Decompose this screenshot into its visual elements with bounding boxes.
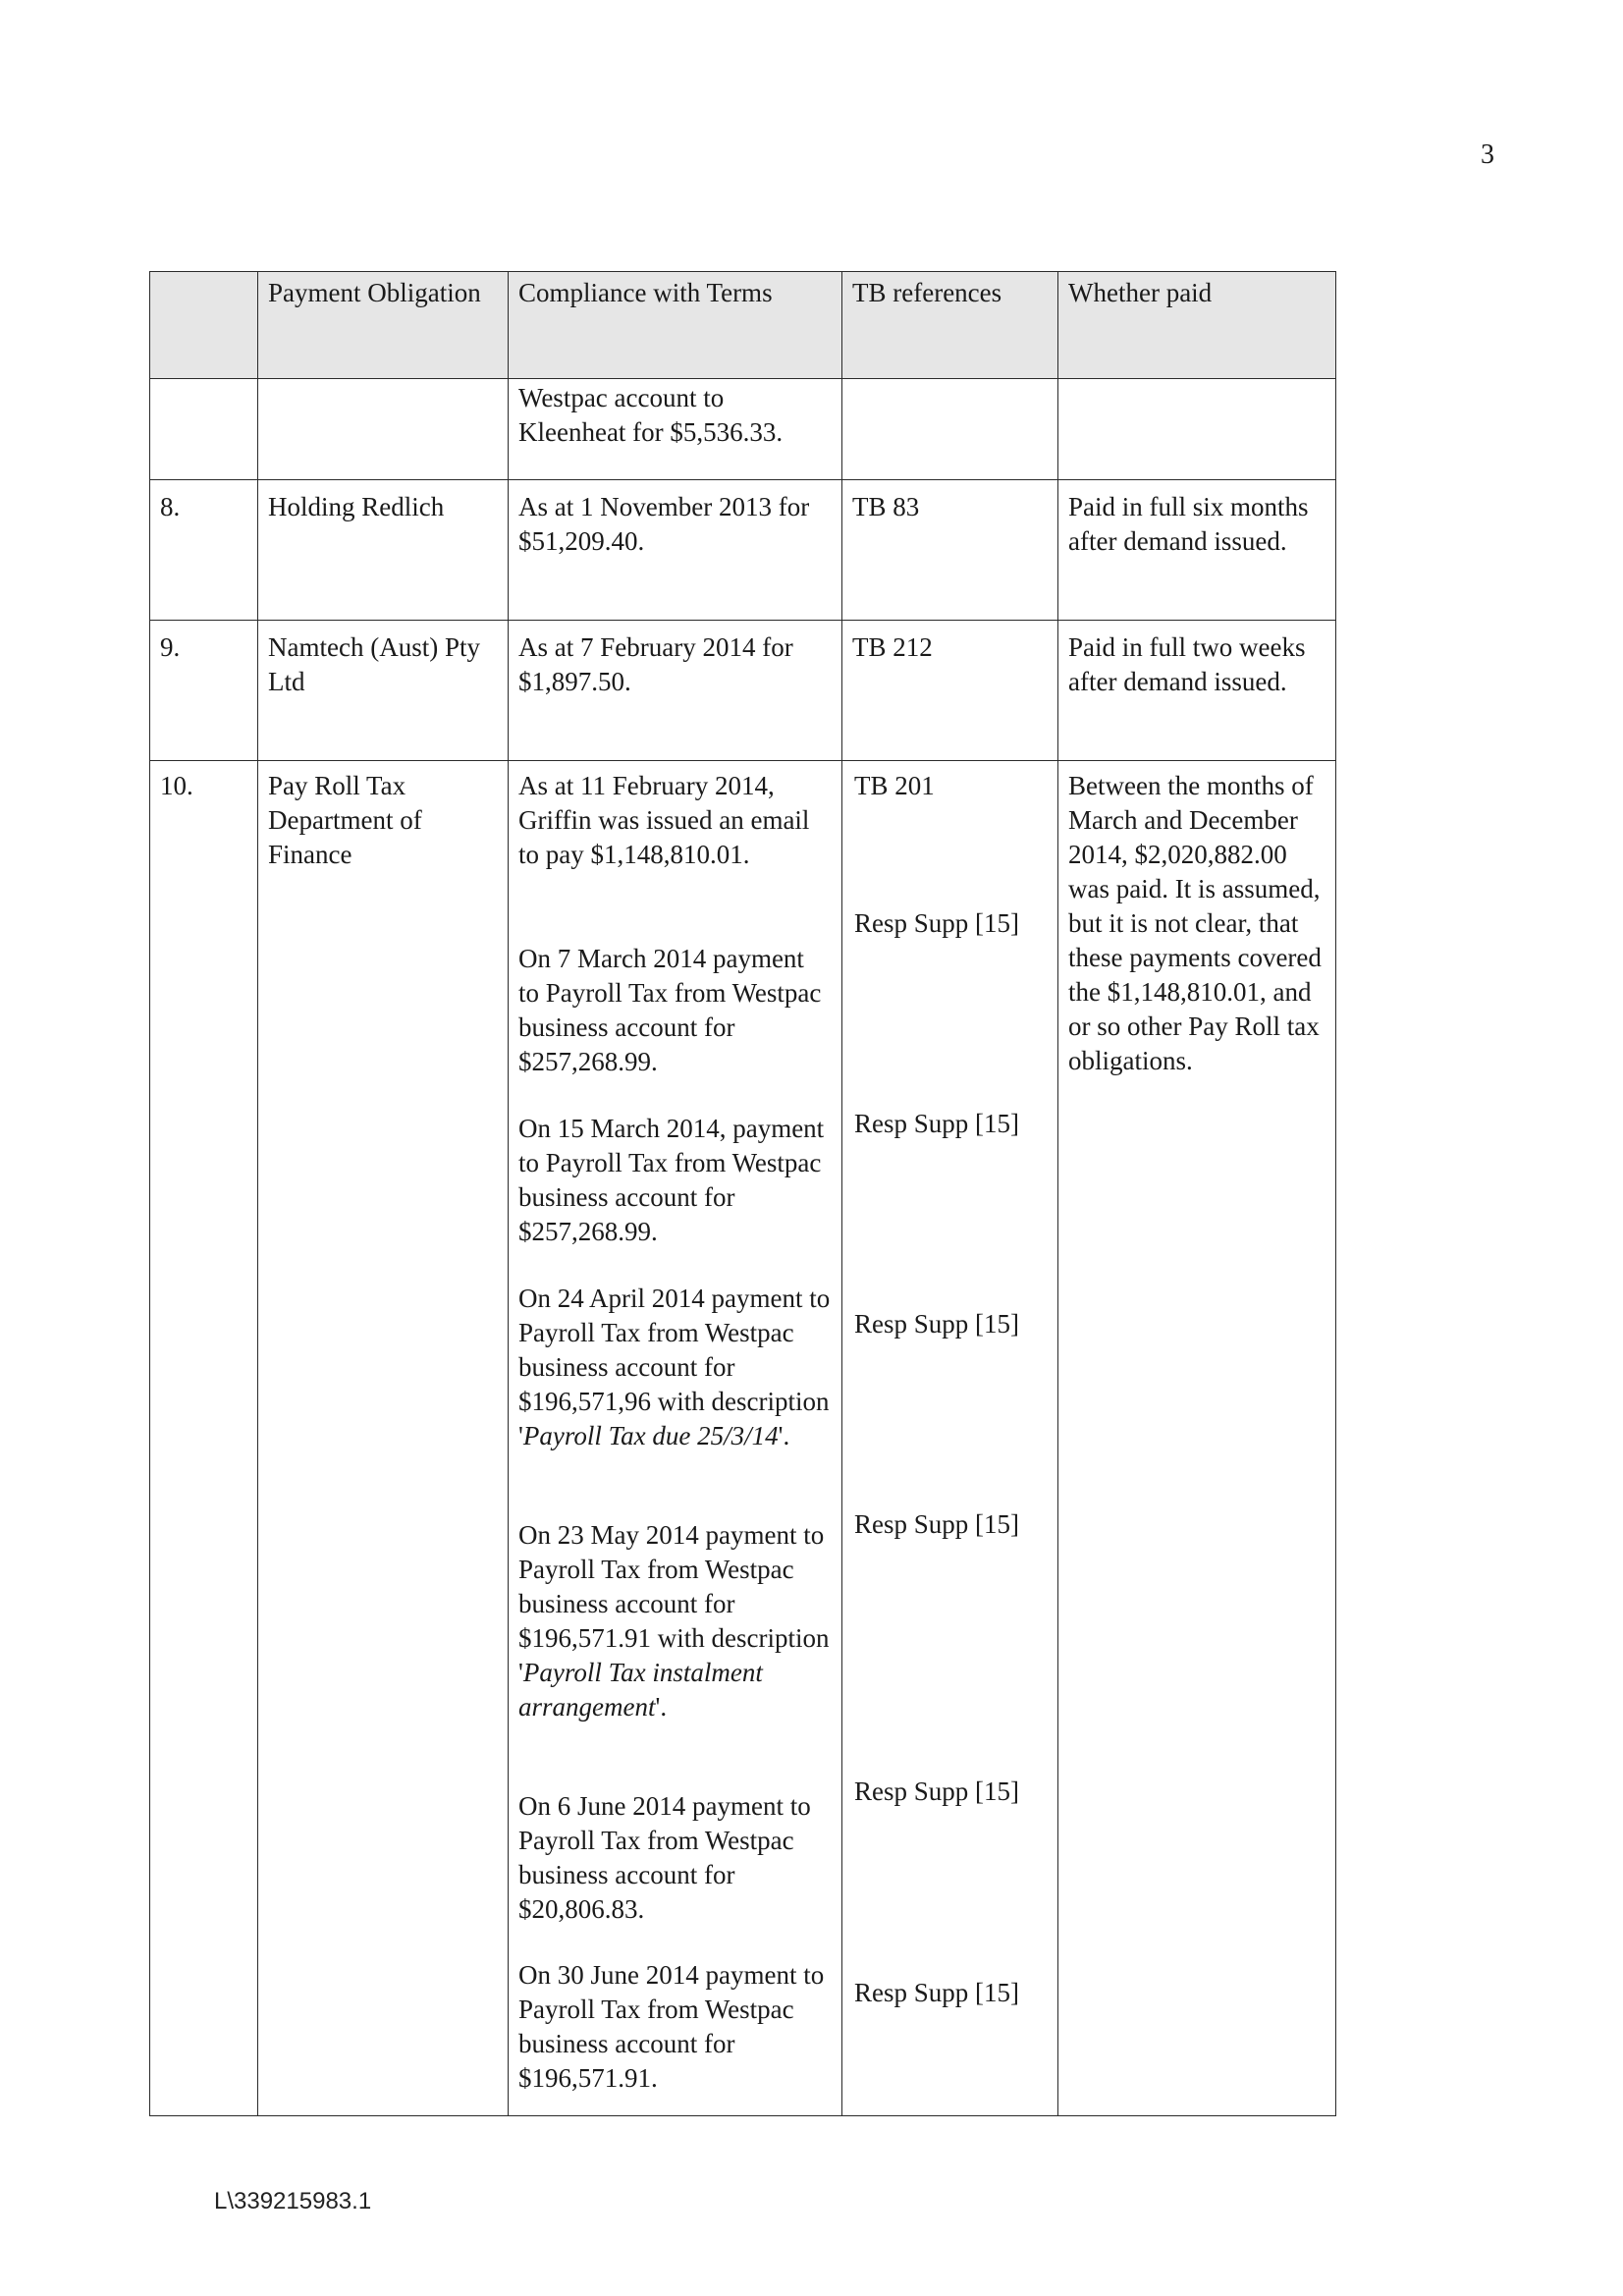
compliance-cell: Westpac account to Kleenheat for $5,536.33.	[509, 379, 842, 480]
row-number: 9.	[150, 621, 258, 761]
tb-reference: Resp Supp [15]	[854, 1509, 1019, 1539]
compliance-entry: As at 11 February 2014, Griffin was issued an email to pay $1,148,810.01.	[518, 771, 810, 869]
whether-paid-cell	[1058, 379, 1336, 480]
header-tb-references: TB references	[842, 272, 1058, 379]
tb-reference-cell: TB 212	[842, 621, 1058, 761]
header-whether-paid: Whether paid	[1058, 272, 1336, 379]
row-number	[150, 379, 258, 480]
payment-description: Payroll Tax instalment arrangement	[518, 1658, 763, 1722]
table-row	[150, 480, 1336, 621]
compliance-entry: On 30 June 2014 payment to Payroll Tax from Westpac business account for $196,571.91.	[518, 1960, 825, 2093]
payment-obligations-table	[149, 271, 1336, 2116]
whether-paid-cell: Paid in full two weeks after demand issued.	[1058, 621, 1336, 761]
table-header-row	[150, 272, 1336, 379]
table-row	[150, 379, 1336, 480]
tb-reference: Resp Supp [15]	[854, 1309, 1019, 1339]
compliance-entry: On 15 March 2014, payment to Payroll Tax from Westpac business account for $257,268.99.	[518, 1114, 825, 1246]
compliance-entry: On 7 March 2014 payment to Payroll Tax from Westpac business account for $257,268.99.	[518, 944, 822, 1076]
tb-reference: TB 201	[854, 771, 935, 800]
tb-reference: Resp Supp [15]	[854, 908, 1019, 938]
tb-reference-cell	[842, 761, 1058, 2116]
compliance-entry: On 24 April 2014 payment to Payroll Tax from Westpac business account for $196,571,96 with description 'Payroll Tax due 25/3/14'.	[518, 1284, 831, 1450]
tb-reference-cell	[842, 379, 1058, 480]
whether-paid-cell: Paid in full six months after demand issued.	[1058, 480, 1336, 621]
table-row	[150, 761, 1336, 2116]
compliance-cell: As at 7 February 2014 for $1,897.50.	[509, 621, 842, 761]
header-compliance-with-terms: Compliance with Terms	[509, 272, 842, 379]
compliance-entry: On 6 June 2014 payment to Payroll Tax from Westpac business account for $20,806.83.	[518, 1791, 811, 1924]
document-reference: L\339215983.1	[214, 2188, 372, 2214]
compliance-cell: As at 1 November 2013 for $51,209.40.	[509, 480, 842, 621]
tb-reference: Resp Supp [15]	[854, 1777, 1019, 1806]
tb-reference: Resp Supp [15]	[854, 1109, 1019, 1138]
payment-obligation-cell	[258, 379, 509, 480]
header-payment-obligation: Payment Obligation	[258, 272, 509, 379]
header-number	[150, 272, 258, 379]
table-row	[150, 621, 1336, 761]
payment-description: Payroll Tax due 25/3/14	[522, 1421, 779, 1450]
page-number: 3	[1481, 139, 1494, 170]
row-number: 10.	[150, 761, 258, 2116]
tb-reference: Resp Supp [15]	[854, 1978, 1019, 2007]
tb-reference-cell: TB 83	[842, 480, 1058, 621]
compliance-cell	[509, 761, 842, 2116]
payment-obligation-cell: Holding Redlich	[258, 480, 509, 621]
compliance-entry: On 23 May 2014 payment to Payroll Tax from Westpac business account for $196,571.91 with description 'Payroll Tax instalment arrangement'.	[518, 1520, 830, 1722]
payment-obligation-cell: Pay Roll Tax Department of Finance	[258, 761, 509, 2116]
row-number: 8.	[150, 480, 258, 621]
whether-paid-cell: Between the months of March and December 2014, $2,020,882.00 was paid. It is assumed, but it is not clear, that these payments covered the $1,148,810.01, and or so other Pay Roll tax obligations.	[1058, 761, 1336, 2116]
payment-obligation-cell: Namtech (Aust) Pty Ltd	[258, 621, 509, 761]
